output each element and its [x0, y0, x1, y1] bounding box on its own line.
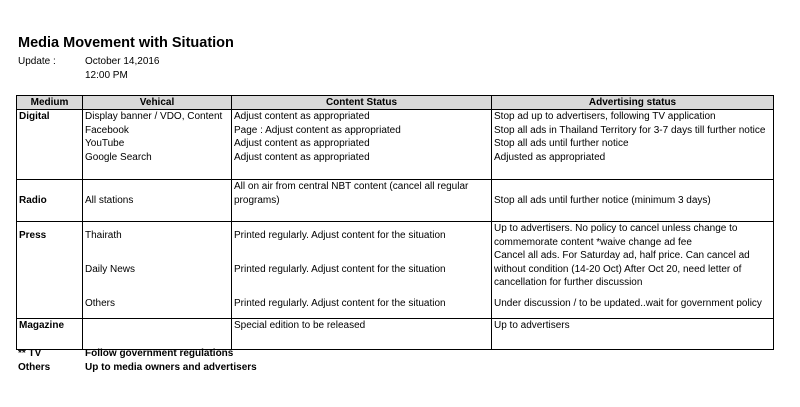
ads-cell: Stop all ads until further notice (minimum 3 days) — [492, 180, 774, 222]
header-medium: Medium — [17, 96, 83, 110]
vehicle-cell: Others — [83, 290, 232, 318]
content-cell: Printed regularly. Adjust content for the situation — [232, 249, 492, 290]
table-row-press-thairath — [17, 222, 774, 250]
footnote-tv-text: Follow government regulations — [85, 348, 234, 359]
ads-cell: Up to advertisers. No policy to cancel unless change to commemorate content *waive change ad fee — [492, 222, 774, 250]
medium-cell — [17, 222, 83, 319]
table-row-press-dailynews — [17, 249, 774, 290]
ads-cell: Stop ad up to advertisers, following TV application Stop all ads in Thailand Territory for 3-7 days till further notice Stop all ads until further notice Adjusted as appropriated — [492, 110, 774, 180]
medium-cell: Magazine — [17, 318, 83, 349]
vehicle-cell — [83, 318, 232, 349]
update-date: October 14,2016 — [85, 56, 160, 67]
content-cell: Special edition to be released — [232, 318, 492, 349]
ads-cell: Cancel all ads. For Saturday ad, half price. Can cancel ad without condition (14-20 Oct) After Oct 20, need letter of cancellation for further discussion — [492, 249, 774, 290]
content-cell: Printed regularly. Adjust content for the situation — [232, 222, 492, 250]
footnote-tv-label: ** TV — [18, 348, 42, 359]
content-cell: All on air from central NBT content (cancel all regular programs) — [232, 180, 492, 222]
table-row-digital — [17, 110, 774, 180]
vehicle-cell: Thairath — [83, 222, 232, 250]
header-advertising-status: Advertising status — [492, 96, 774, 110]
table-row-press-others — [17, 290, 774, 318]
ads-cell: Under discussion / to be updated..wait for government policy — [492, 290, 774, 318]
page-title: Media Movement with Situation — [18, 35, 234, 51]
table-row-radio — [17, 180, 774, 222]
vehicle-cell: Display banner / VDO, Content Facebook YouTube Google Search — [83, 110, 232, 180]
update-label: Update : — [18, 56, 56, 67]
table-header-row — [17, 96, 774, 110]
update-time: 12:00 PM — [85, 70, 128, 81]
medium-label: Press — [19, 230, 47, 241]
ads-cell: Up to advertisers — [492, 318, 774, 349]
header-content-status: Content Status — [232, 96, 492, 110]
footnote-others-label: Others — [18, 362, 51, 373]
footnote-others-text: Up to media owners and advertisers — [85, 362, 257, 373]
vehicle-cell: All stations — [83, 180, 232, 222]
header-vehical: Vehical — [83, 96, 232, 110]
content-cell: Printed regularly. Adjust content for the situation — [232, 290, 492, 318]
medium-cell: Digital — [17, 110, 83, 180]
medium-cell: Radio — [17, 180, 83, 222]
content-cell: Adjust content as appropriated Page : Adjust content as appropriated Adjust content as appropriated Adjust content as appropriated — [232, 110, 492, 180]
table-row-magazine — [17, 318, 774, 349]
media-movement-table — [16, 95, 774, 350]
vehicle-cell: Daily News — [83, 249, 232, 290]
